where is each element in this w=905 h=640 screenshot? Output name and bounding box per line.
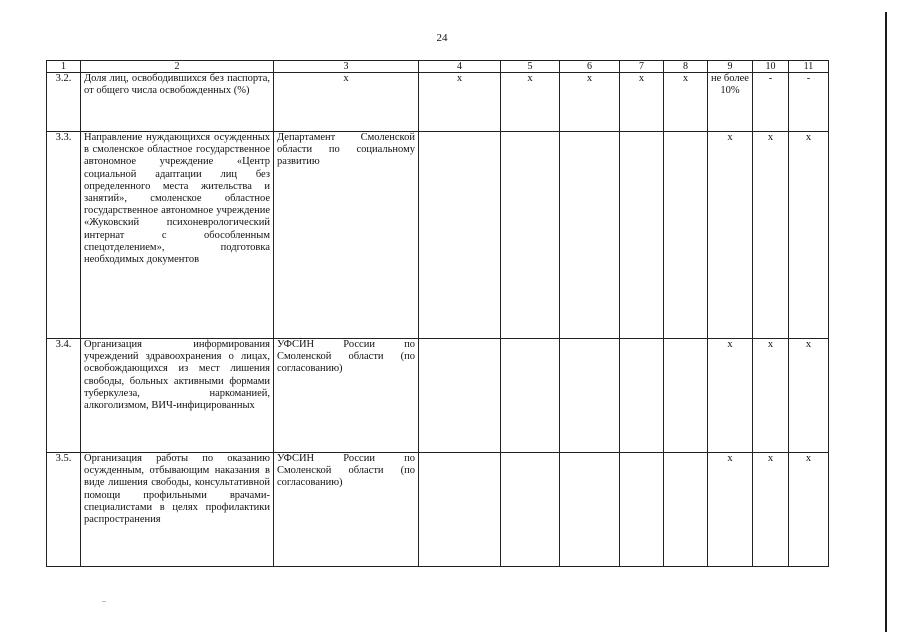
value-cell: x bbox=[419, 73, 501, 132]
executor: Департамент Смоленской области по социальному развитию bbox=[274, 132, 419, 339]
value-cell: x bbox=[501, 73, 560, 132]
page-edge-rule bbox=[885, 12, 887, 632]
value-cell: x bbox=[753, 132, 789, 339]
value-cell: x bbox=[664, 73, 708, 132]
item-number: 3.3. bbox=[47, 132, 81, 339]
value-cell: x bbox=[789, 453, 829, 567]
value-cell: x bbox=[708, 339, 753, 453]
value-cell: - bbox=[789, 73, 829, 132]
column-header: 9 bbox=[708, 61, 753, 73]
executor: УФСИН России по Смоленской области (по согласованию) bbox=[274, 453, 419, 567]
column-header: 5 bbox=[501, 61, 560, 73]
table-row bbox=[47, 132, 829, 339]
value-cell bbox=[620, 453, 664, 567]
column-header: 8 bbox=[664, 61, 708, 73]
value-cell bbox=[419, 453, 501, 567]
column-header: 11 bbox=[789, 61, 829, 73]
measure-description: Доля лиц, освободившихся без паспорта, от общего числа освобожденных (%) bbox=[81, 73, 274, 132]
value-cell bbox=[419, 132, 501, 339]
value-cell: x bbox=[560, 73, 620, 132]
value-cell bbox=[560, 453, 620, 567]
column-header: 3 bbox=[274, 61, 419, 73]
column-header: 2 bbox=[81, 61, 274, 73]
value-cell: x bbox=[789, 339, 829, 453]
executor: x bbox=[274, 73, 419, 132]
value-cell bbox=[501, 339, 560, 453]
column-header: 1 bbox=[47, 61, 81, 73]
column-header: 4 bbox=[419, 61, 501, 73]
item-number: 3.4. bbox=[47, 339, 81, 453]
executor: УФСИН России по Смоленской области (по согласованию) bbox=[274, 339, 419, 453]
value-cell bbox=[664, 453, 708, 567]
table-row bbox=[47, 453, 829, 567]
value-cell bbox=[664, 132, 708, 339]
value-cell: x bbox=[753, 339, 789, 453]
column-header: 6 bbox=[560, 61, 620, 73]
value-cell bbox=[620, 339, 664, 453]
column-header: 7 bbox=[620, 61, 664, 73]
value-cell: x bbox=[620, 73, 664, 132]
scan-artifact bbox=[102, 601, 106, 602]
measure-description: Организация информирования учреждений здравоохранения о лицах, освобождающихся из мест лишения свободы, больных активными формами туберкулеза, наркоманией, алкоголизмом, ВИЧ-инфицированных bbox=[81, 339, 274, 453]
value-cell bbox=[560, 132, 620, 339]
column-header: 10 bbox=[753, 61, 789, 73]
table-row bbox=[47, 73, 829, 132]
value-cell: x bbox=[708, 453, 753, 567]
value-cell bbox=[620, 132, 664, 339]
value-cell: - bbox=[753, 73, 789, 132]
value-cell bbox=[560, 339, 620, 453]
program-measures-table bbox=[46, 60, 829, 567]
target-value: не более 10% bbox=[708, 73, 753, 132]
page-number: 24 bbox=[436, 32, 448, 44]
value-cell bbox=[501, 132, 560, 339]
measure-description: Организация работы по оказанию осужденным, отбывающим наказания в виде лишения свободы, консультативной помощи профильными врачами-специалистами в целях профилактики распространения bbox=[81, 453, 274, 567]
value-cell bbox=[501, 453, 560, 567]
value-cell bbox=[419, 339, 501, 453]
value-cell: x bbox=[708, 132, 753, 339]
column-number-row bbox=[47, 61, 829, 73]
value-cell: x bbox=[789, 132, 829, 339]
table-row bbox=[47, 339, 829, 453]
item-number: 3.5. bbox=[47, 453, 81, 567]
measure-description: Направление нуждающихся осужденных в смоленское областное государственное автономное учреждение «Центр социальной адаптации лиц без определенного места жительства и занятий», смоленское областное государственное автономное учреждение «Жуковский психоневрологический интернат с обособленным спецотделением», подготовка необходимых документов bbox=[81, 132, 274, 339]
item-number: 3.2. bbox=[47, 73, 81, 132]
value-cell bbox=[664, 339, 708, 453]
value-cell: x bbox=[753, 453, 789, 567]
